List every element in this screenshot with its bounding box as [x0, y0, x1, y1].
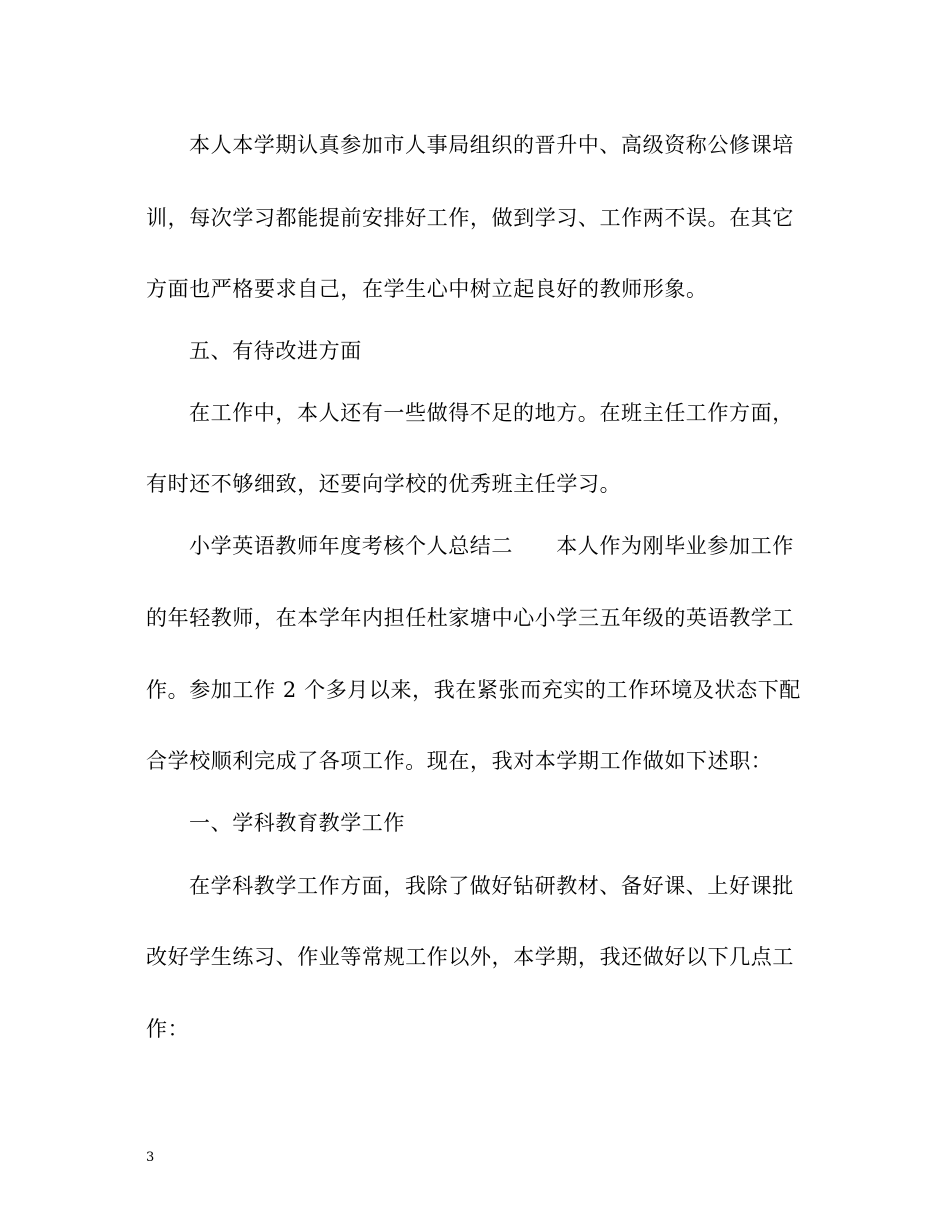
paragraph-line: 在工作中，本人还有一些做得不足的地方。在班主任工作方面， — [189, 401, 794, 425]
paragraph-line: 合学校顺利完成了各项工作。现在，我对本学期工作做如下述职： — [146, 749, 773, 773]
paragraph-line: 小学英语教师年度考核个人总结二 本人作为刚毕业参加工作 — [189, 534, 794, 558]
paragraph-line: 在学科教学工作方面，我除了做好钻研教材、备好课、上好课批 — [189, 874, 794, 898]
paragraph-line: 改好学生练习、作业等常规工作以外，本学期，我还做好以下几点工 — [146, 945, 794, 969]
paragraph-line: 本人本学期认真参加市人事局组织的晋升中、高级资称公修课培 — [189, 133, 794, 157]
section-heading: 一、学科教育教学工作 — [189, 811, 405, 835]
section-heading: 五、有待改进方面 — [189, 339, 362, 363]
paragraph-line: 作： — [146, 1017, 190, 1041]
paragraph-line: 方面也严格要求自己，在学生心中树立起良好的教师形象。 — [146, 277, 708, 301]
paragraph-line: 的年轻教师，在本学年内担任杜家塘中心小学三五年级的英语教学工 — [146, 606, 794, 630]
paragraph-line: 作。参加工作 2 个多月以来，我在紧张而充实的工作环境及状态下配 — [146, 678, 801, 702]
paragraph-line: 训，每次学习都能提前安排好工作，做到学习、工作两不误。在其它 — [146, 206, 794, 230]
page-number: 3 — [146, 1150, 155, 1165]
paragraph-line: 有时还不够细致，还要向学校的优秀班主任学习。 — [146, 472, 622, 496]
